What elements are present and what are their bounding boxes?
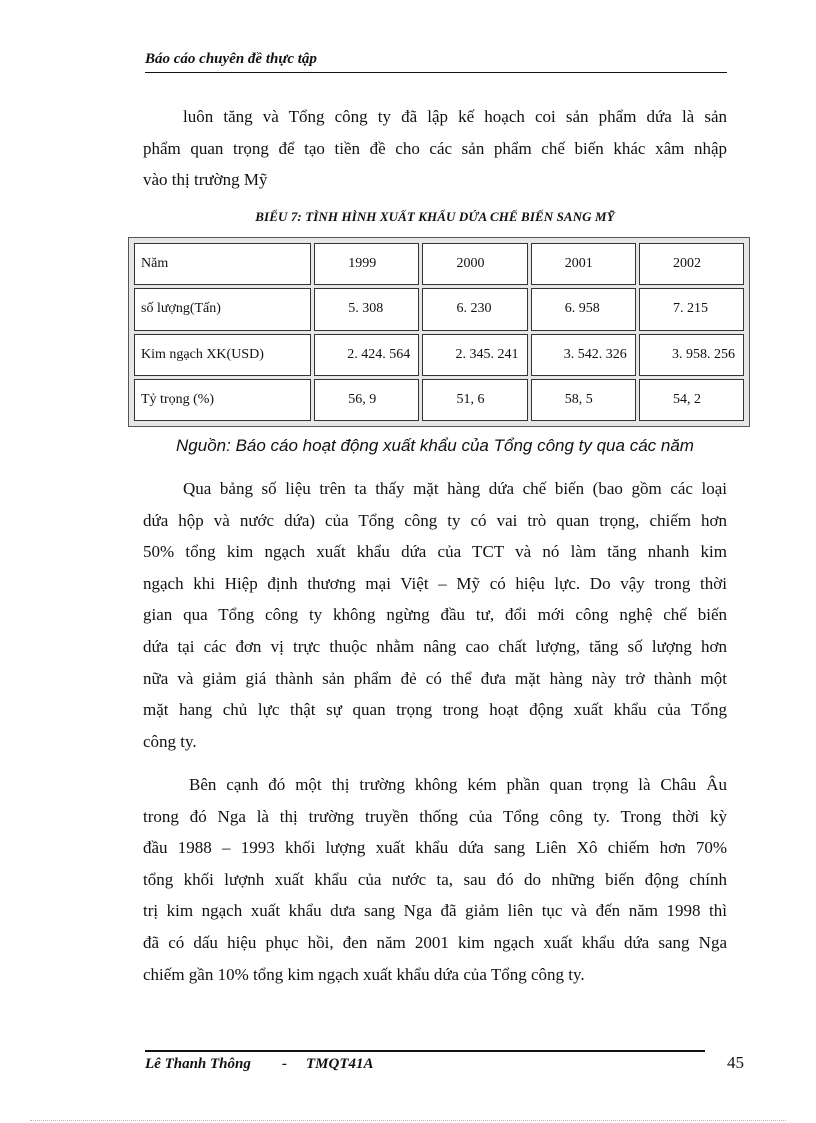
table-row [134, 288, 744, 330]
paragraph-line: dứa tại các đơn vị trực thuộc nhằm nâng cao chất lượng, tăng số lượng hơn [143, 636, 727, 656]
table-cell: 58, 5 [531, 379, 636, 421]
table-cell: 2. 424. 564 [314, 334, 419, 376]
paragraph-line: công ty. [143, 731, 197, 751]
table-cell: Năm [134, 243, 311, 285]
table-cell: 2000 [422, 243, 527, 285]
table-row [134, 334, 744, 376]
page-bottom-dotted-line [30, 1120, 786, 1121]
page-number: 45 [727, 1053, 744, 1072]
table-source-note: Nguồn: Báo cáo hoạt động xuất khẩu của Tổng công ty qua các năm [176, 436, 694, 455]
analysis-paragraph [143, 473, 727, 757]
export-table-frame [128, 237, 750, 427]
page-header [145, 50, 727, 73]
table-cell: 6. 230 [422, 288, 527, 330]
footer-class-code: TMQT41A [306, 1056, 374, 1072]
footer-rule [145, 1050, 705, 1052]
table-cell: 56, 9 [314, 379, 419, 421]
table-caption: BIỂU 7: TÌNH HÌNH XUẤT KHẨU DỨA CHẾ BIẾN SANG MỸ [255, 209, 615, 224]
paragraph-line: vào thị trường Mỹ [143, 170, 268, 190]
table-cell: 2. 345. 241 [422, 334, 527, 376]
header-title: Báo cáo chuyên đề thực tập [145, 51, 317, 67]
table-cell: số lượng(Tấn) [134, 288, 311, 330]
paragraph-line: phẩm quan trọng để tạo tiền đề cho các sản phẩm chế biến khác xâm nhập [143, 138, 727, 158]
table-cell: 2002 [639, 243, 744, 285]
table-row [134, 379, 744, 421]
paragraph-line: trong đó Nga là thị trường truyền thống của Tổng công ty. Trong thời kỳ [143, 806, 727, 826]
table-cell: 51, 6 [422, 379, 527, 421]
table-cell: 2001 [531, 243, 636, 285]
table-header-row [134, 243, 744, 285]
intro-paragraph [143, 101, 727, 196]
paragraph-line: 50% tổng kim ngạch xuất khẩu dứa của TCT và nó làm tăng nhanh kim [143, 542, 727, 562]
table-cell: 54, 2 [639, 379, 744, 421]
table-cell: Kim ngạch XK(USD) [134, 334, 311, 376]
paragraph-line: Bên cạnh đó một thị trường không kém phần quan trọng là Châu Âu [189, 775, 727, 794]
table-cell: 6. 958 [531, 288, 636, 330]
paragraph-line: nữa và giảm giá thành sản phẩm đẻ có thể đưa mặt hàng này trở thành một [143, 668, 727, 688]
paragraph-line: Qua bảng số liệu trên ta thấy mặt hàng dứa chế biến (bao gồm các loại [183, 479, 727, 498]
table-cell: 5. 308 [314, 288, 419, 330]
paragraph-line: gian qua Tổng công ty không ngừng đầu tư, đổi mới công nghệ chế biến [143, 605, 727, 625]
paragraph-line: mặt hang chủ lực thật sự quan trọng trong hoạt động xuất khẩu của Tổng [143, 700, 727, 720]
paragraph-line: ngạch khi Hiệp định thương mại Việt – Mỹ có hiệu lực. Do vậy trong thời [143, 573, 727, 593]
table-cell: Tỷ trọng (%) [134, 379, 311, 421]
footer-separator: - [282, 1056, 287, 1072]
paragraph-line: tổng khối lượnh xuất khẩu của nước ta, sau đó do những biến động chính [143, 869, 727, 889]
footer-author: Lê Thanh Thông [145, 1056, 251, 1072]
paragraph-line: đầu 1988 – 1993 khối lượng xuất khẩu dứa sang Liên Xô chiếm hơn 70% [143, 838, 727, 858]
paragraph-line: đã có dấu hiệu phục hồi, đen năm 2001 kim ngạch xuất khẩu dứa sang Nga [143, 932, 727, 952]
table-cell: 1999 [314, 243, 419, 285]
table-cell: 3. 958. 256 [639, 334, 744, 376]
export-table [131, 240, 747, 424]
europe-paragraph [143, 769, 727, 990]
table-cell: 3. 542. 326 [531, 334, 636, 376]
paragraph-line: trị kim ngạch xuất khẩu dưa sang Nga đã giảm liên tục và đến năm 1998 thì [143, 901, 727, 921]
paragraph-line: luôn tăng và Tổng công ty đã lập kế hoạch coi sản phẩm dứa là sản [183, 107, 727, 126]
header-rule [145, 72, 727, 73]
paragraph-line: chiếm gần 10% tổng kim ngạch xuất khẩu dứa của Tổng công ty. [143, 964, 585, 984]
paragraph-line: dứa hộp và nước dứa) của Tổng công ty có vai trò quan trọng, chiếm hơn [143, 510, 727, 530]
table-cell: 7. 215 [639, 288, 744, 330]
